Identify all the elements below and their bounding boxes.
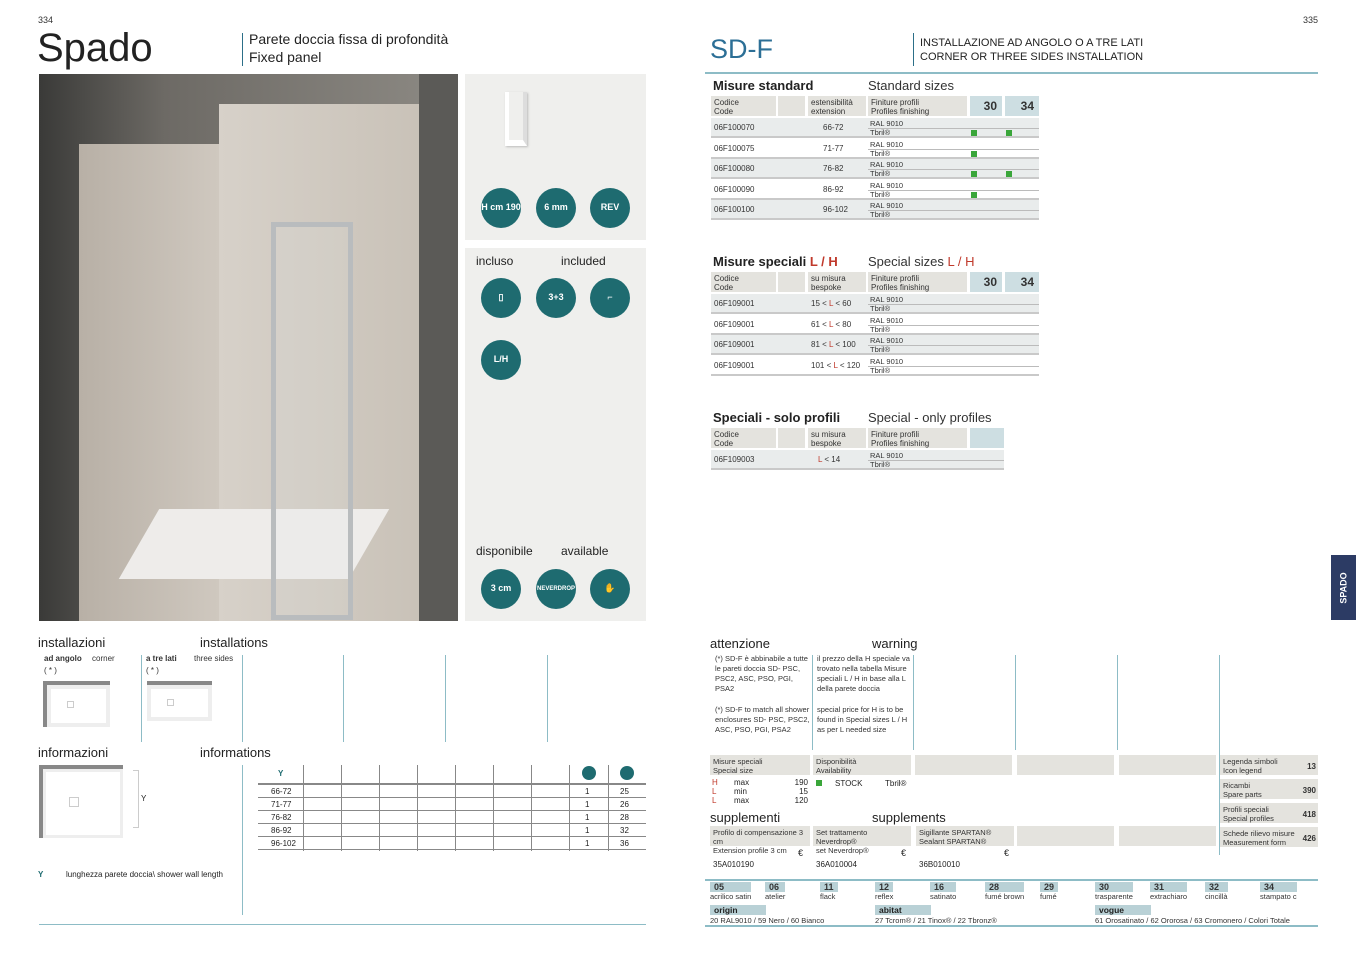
row-code: 06F100080	[714, 164, 755, 173]
extension-3cm-icon: 3 cm	[481, 569, 521, 609]
glass-type	[875, 882, 893, 901]
table-row	[711, 159, 1039, 179]
glass-6mm-icon: 6 mm	[536, 188, 576, 228]
size-limits	[712, 779, 808, 806]
supplement-code: 36A010004	[816, 860, 857, 869]
row-code: 06F100075	[714, 143, 755, 153]
product-photo	[39, 74, 458, 621]
install-three-sides-note: ( * )	[146, 666, 159, 675]
row-extension: 86-92	[823, 184, 844, 194]
finish-list: 27 Tcrom® / 21 Tinox® / 22 Tbronz®	[875, 916, 997, 925]
legend-label-en: Icon legend	[1223, 766, 1262, 775]
info-weight: 28	[620, 813, 629, 822]
header-blank	[778, 272, 805, 292]
available-label-it: disponibile	[476, 544, 533, 558]
row-finish-2: Tbril®	[870, 345, 891, 354]
header-finishing: Finiture profili Profiles finishing	[868, 272, 967, 292]
profile-icon: ▯	[481, 278, 521, 318]
qty-icon	[582, 766, 596, 780]
supplement-it: Sigillante SPARTAN®	[919, 828, 992, 837]
glass-name: satinato	[930, 892, 957, 901]
row-finish-1: RAL 9010	[870, 119, 904, 128]
row-divider	[868, 345, 1039, 346]
header-glass-34: 34	[1005, 272, 1039, 292]
availability-30-indicator	[971, 171, 977, 177]
header-blank	[778, 428, 805, 448]
header-code: Codice Code	[711, 96, 776, 116]
warning-title-en: warning	[872, 636, 918, 651]
limit-value: 15	[799, 787, 808, 796]
finish-group	[710, 905, 824, 925]
stock-finish: Tbril®	[885, 779, 907, 788]
warning-text-1-en: (*) SD-F to match all shower enclosures SD- PSC, PSC2, ASC, PSO, PGI, PSA2	[715, 705, 810, 734]
row-finish-1: RAL 9010	[870, 336, 904, 345]
install-three-sides-en: three sides	[194, 654, 234, 663]
info-title-en: informations	[200, 745, 271, 760]
supplement-it: Profilo di compensazione 3 cm	[713, 828, 804, 846]
install-three-sides-it: a tre lati	[146, 654, 177, 663]
limit-symbol: L	[712, 787, 717, 796]
side-tab[interactable]: SPADO	[1331, 555, 1356, 620]
reversible-icon: REV	[590, 188, 630, 228]
legend-page: 13	[1307, 762, 1316, 771]
glass-type	[765, 882, 785, 901]
glass-name: atelier	[765, 892, 786, 901]
warning-title-it: attenzione	[710, 636, 770, 651]
table-row	[711, 294, 1039, 314]
glass-type	[820, 882, 838, 901]
legend-page: 390	[1302, 786, 1316, 795]
availability-header: Disponibilità Availability	[813, 755, 911, 775]
glass-code: 11	[820, 882, 838, 892]
l-symbol: L	[829, 299, 834, 308]
row-finish-2: Tbril®	[870, 148, 891, 158]
legend-label-en: Special profiles	[1223, 814, 1274, 823]
row-bespoke: 61 < L < 80	[811, 319, 852, 329]
finish-name: abitat	[875, 905, 931, 915]
row-finish-2: Tbril®	[870, 210, 891, 219]
row-finish-2: Tbril®	[870, 365, 891, 375]
table-row	[711, 356, 1039, 376]
glass-type	[1260, 882, 1297, 901]
euro-symbol: €	[798, 848, 804, 858]
column-divider	[341, 765, 342, 851]
neverdrop-icon: NEVERDROP	[536, 569, 576, 609]
info-row	[258, 824, 646, 837]
warning-text-2-it: il prezzo della H speciale va trovato nella tabella Misure speciali L / H in base alla L della parete doccia	[817, 654, 910, 693]
glass-type	[1095, 882, 1133, 901]
l-symbol: L	[829, 319, 834, 329]
table-row	[711, 118, 1039, 138]
row-code: 06F109003	[714, 455, 755, 464]
subtitle-en: Fixed panel	[249, 49, 322, 65]
installations-title-en: installations	[200, 635, 268, 650]
row-bespoke: L < 14	[818, 455, 841, 464]
installations-title-it: installazioni	[38, 635, 106, 650]
header-finishing: Finiture profili Profiles finishing	[868, 96, 967, 116]
available-label-en: available	[561, 544, 609, 558]
info-row	[258, 811, 646, 824]
special-size-header: Misure speciali Special size	[710, 755, 810, 775]
column-divider	[608, 765, 609, 851]
install-type-it: INSTALLAZIONE AD ANGOLO O A TRE LATI	[920, 37, 1144, 49]
dimension-y-label: Y	[141, 794, 147, 803]
included-label-it: incluso	[476, 254, 514, 268]
table-row	[711, 200, 1039, 220]
row-finish-1: RAL 9010	[870, 139, 904, 149]
model-code: SD-F	[710, 34, 773, 64]
info-size: 96-102	[271, 839, 296, 848]
header-glass-30: 30	[970, 272, 1002, 292]
supplement-header	[813, 826, 911, 855]
header-extension: estensibilità extension	[808, 96, 866, 116]
features-box	[465, 74, 646, 240]
row-bespoke: 81 < L < 100	[811, 340, 856, 349]
row-code: 06F109001	[714, 319, 755, 329]
row-finish-1: RAL 9010	[870, 201, 904, 210]
availability-30-indicator	[971, 192, 977, 198]
table-title-en: Special - only profiles	[868, 410, 992, 425]
cleaning-icon: ✋	[590, 569, 630, 609]
info-qty: 1	[585, 787, 590, 796]
glass-type	[710, 882, 751, 901]
glass-type	[1205, 882, 1228, 901]
only-profiles-table	[711, 410, 1004, 475]
legend-page: 426	[1302, 834, 1316, 843]
limit-value: 190	[794, 778, 808, 787]
header-glass	[970, 428, 1004, 448]
legend-label-it: Schede rilievo misure	[1223, 829, 1295, 838]
install-corner-note: ( * )	[44, 666, 57, 675]
info-qty: 1	[585, 800, 590, 809]
glass-name: extrachiaro	[1150, 892, 1188, 901]
included-label-en: included	[561, 254, 606, 268]
glass-name: cincillà	[1205, 892, 1228, 901]
product-title: Spado	[37, 26, 153, 70]
finish-name: vogue	[1095, 905, 1151, 915]
header-extension: su misura bespoke	[808, 272, 866, 292]
stock-indicator	[816, 780, 822, 786]
supplement-it: Set trattamento Neverdrop®	[816, 828, 868, 846]
finish-name: origin	[710, 905, 766, 915]
height-190-icon: H cm 190	[481, 188, 521, 228]
legend-label-it: Ricambi	[1223, 781, 1251, 790]
row-extension: 66-72	[823, 123, 844, 132]
legend-link[interactable]	[1220, 827, 1318, 847]
finish-group	[1095, 905, 1290, 925]
glass-name: trasparente	[1095, 892, 1133, 901]
column-divider	[531, 765, 532, 851]
size-limit	[712, 779, 808, 788]
glass-type	[1150, 882, 1187, 901]
availability-30-indicator	[971, 130, 977, 136]
euro-symbol: €	[901, 848, 907, 858]
row-extension: 71-77	[823, 143, 844, 153]
warning-text-1-it: (*) SD-F è abbinabile a tutte le pareti doccia SD- PSC, PSC2, ASC, PSO, PGI, PSA2	[715, 654, 808, 693]
lh-label: L / H	[947, 254, 975, 269]
legend-link[interactable]	[1220, 803, 1318, 823]
finish-list: 20 RAL9010 / 59 Nero / 60 Bianco	[710, 916, 825, 925]
info-table	[258, 765, 646, 850]
availability-34-indicator	[1006, 171, 1012, 177]
glass-name: fumé brown	[985, 892, 1025, 901]
info-row	[258, 798, 646, 811]
lh-label: L / H	[809, 254, 838, 269]
availability-34-indicator	[1006, 130, 1012, 136]
row-finish-1: RAL 9010	[870, 160, 904, 169]
row-code: 06F109001	[714, 340, 755, 349]
finish-list: 61 Orosatinato / 62 Ororosa / 63 Cromonero / Colori Totale	[1095, 916, 1290, 925]
row-divider	[868, 149, 1039, 150]
supplements-title-it: supplementi	[710, 810, 781, 825]
info-size: 86-92	[271, 826, 292, 835]
table-row	[711, 139, 1039, 159]
glass-code: 32	[1205, 882, 1228, 892]
supplement-code: 36B010010	[919, 860, 960, 869]
page-number-right: 335	[1303, 15, 1319, 25]
header-extension: su misura bespoke	[808, 428, 866, 448]
included-box	[465, 248, 646, 621]
standard-sizes-table	[711, 78, 1039, 228]
legend-page: 418	[1302, 810, 1316, 819]
glass-code: 34	[1260, 882, 1297, 892]
size-limit	[712, 788, 808, 797]
limit-symbol: L	[712, 796, 717, 805]
supplement-en: Sealant SPARTAN®	[919, 837, 987, 846]
limit-type: min	[734, 787, 747, 796]
row-code: 06F100070	[714, 123, 755, 132]
l-symbol: L	[833, 360, 838, 370]
info-weight: 25	[620, 787, 629, 796]
size-lh-icon: L/H	[481, 340, 521, 380]
glass-name: stampato c	[1260, 892, 1297, 901]
install-corner-it: ad angolo	[44, 654, 82, 663]
glass-code: 12	[875, 882, 893, 892]
glass-name: reflex	[875, 892, 894, 901]
page-number-left: 334	[38, 15, 54, 25]
table-title: Speciali - solo profili	[713, 410, 841, 425]
info-weight: 32	[620, 826, 629, 835]
stock-label: STOCK	[835, 779, 863, 788]
glass-code: 06	[765, 882, 785, 892]
supplements-title-en: supplements	[872, 810, 946, 825]
row-finish-2: Tbril®	[870, 128, 891, 137]
row-code: 06F109001	[714, 360, 755, 370]
supplement-header	[916, 826, 1014, 846]
row-finish-2: Tbril®	[870, 169, 891, 178]
column-divider	[379, 765, 380, 851]
table-row	[711, 335, 1039, 355]
limit-value: 120	[794, 796, 808, 805]
row-extension: 96-102	[823, 205, 848, 214]
wall-length-diagram	[39, 765, 123, 838]
info-qty: 1	[585, 839, 590, 848]
column-divider	[303, 765, 304, 851]
subtitle-it: Parete doccia fissa di profondità	[249, 31, 449, 47]
legend-link[interactable]	[1220, 779, 1318, 799]
legend-link[interactable]	[1220, 755, 1318, 775]
row-divider	[868, 169, 1039, 170]
glass-name: flack	[820, 892, 836, 901]
y-symbol: Y	[38, 870, 44, 879]
glass-name: acrilico satin	[710, 892, 752, 901]
glass-code: 05	[710, 882, 751, 892]
header-glass-30: 30	[970, 96, 1002, 116]
glass-code: 31	[1150, 882, 1187, 892]
row-extension: 76-82	[823, 164, 844, 173]
table-title-en: Standard sizes	[868, 78, 954, 93]
row-code: 06F109001	[714, 299, 755, 308]
glass-types	[710, 882, 1318, 902]
limit-symbol: H	[712, 778, 718, 787]
install-type-en: CORNER OR THREE SIDES INSTALLATION	[920, 51, 1144, 63]
table-title: Misure speciali L / H	[713, 254, 838, 269]
supplement-code: 35A010190	[713, 860, 754, 869]
glass-name: fumé	[1040, 892, 1057, 901]
info-row	[258, 785, 646, 798]
row-bespoke: 101 < L < 120	[811, 360, 861, 370]
table-title-en: Special sizes L / H	[868, 254, 975, 269]
info-table-header	[258, 765, 646, 785]
info-weight: 26	[620, 800, 629, 809]
header-blank	[778, 96, 805, 116]
row-code: 06F100100	[714, 205, 755, 214]
finishes-list	[710, 905, 1318, 925]
info-weight: 36	[620, 839, 629, 848]
info-size: 71-77	[271, 800, 292, 809]
info-qty: 1	[585, 813, 590, 822]
header-code: Codice Code	[711, 428, 776, 448]
row-divider	[868, 210, 1039, 211]
info-title-it: informazioni	[38, 745, 109, 760]
three-sides-install-diagram	[147, 681, 212, 721]
header-y: Y	[278, 769, 284, 778]
weight-icon	[620, 766, 634, 780]
header-glass-34: 34	[1005, 96, 1039, 116]
l-symbol: L	[818, 455, 823, 464]
column-divider	[417, 765, 418, 851]
screws-3-3-icon: 3+3	[536, 278, 576, 318]
info-size: 66-72	[271, 787, 292, 796]
size-limit	[712, 797, 808, 806]
header-finishing: Finiture profili Profiles finishing	[868, 428, 967, 448]
row-divider	[868, 304, 1039, 305]
euro-symbol: €	[1004, 848, 1010, 858]
corner-icon: ⌐	[590, 278, 630, 318]
table-row	[711, 180, 1039, 200]
glass-type	[985, 882, 1024, 901]
row-finish-2: Tbril®	[870, 460, 891, 469]
row-finish-1: RAL 9010	[870, 295, 904, 304]
glass-code: 30	[1095, 882, 1133, 892]
info-qty: 1	[585, 826, 590, 835]
legend-label-it: Legenda simboli	[1223, 757, 1278, 766]
row-code: 06F100090	[714, 184, 755, 194]
availability-30-indicator	[971, 151, 977, 157]
l-symbol: L	[829, 340, 834, 349]
glass-code: 29	[1040, 882, 1058, 892]
row-finish-2: Tbril®	[870, 304, 891, 313]
limit-type: max	[734, 778, 750, 787]
glass-type	[1040, 882, 1058, 901]
legend-label-en: Spare parts	[1223, 790, 1262, 799]
glass-code: 28	[985, 882, 1024, 892]
table-row	[711, 450, 1004, 470]
row-divider	[868, 366, 1039, 367]
legend-label-en: Measurement form	[1223, 838, 1286, 847]
panel-thumbnail	[505, 92, 527, 146]
special-sizes-table	[711, 254, 1039, 384]
table-title: Misure standard	[713, 78, 814, 93]
row-finish-1: RAL 9010	[870, 180, 904, 190]
glass-code: 16	[930, 882, 956, 892]
header-code: Codice Code	[711, 272, 776, 292]
info-row	[258, 837, 646, 850]
row-divider	[868, 325, 1039, 326]
column-divider	[569, 765, 570, 851]
warning-text-2-en: special price for H is to be found in Special sizes L / H as per L needed size	[817, 705, 908, 734]
legend-label-it: Profili speciali	[1223, 805, 1269, 814]
column-divider	[455, 765, 456, 851]
y-legend: lunghezza parete doccia\ shower wall length	[66, 870, 223, 879]
install-corner-en: corner	[92, 654, 115, 663]
column-divider	[493, 765, 494, 851]
supplement-en: set Neverdrop®	[816, 846, 869, 855]
row-finish-1: RAL 9010	[870, 451, 904, 460]
finish-group	[875, 905, 997, 925]
row-finish-1: RAL 9010	[870, 315, 904, 325]
supplement-header	[710, 826, 810, 855]
row-divider	[868, 190, 1039, 191]
glass-type	[930, 882, 956, 901]
supplement-en: Extension profile 3 cm	[713, 846, 787, 855]
row-divider	[868, 128, 1039, 129]
row-bespoke: 15 < L < 60	[811, 299, 852, 308]
info-size: 76-82	[271, 813, 292, 822]
table-row	[711, 315, 1039, 335]
row-finish-2: Tbril®	[870, 189, 891, 199]
row-finish-1: RAL 9010	[870, 356, 904, 366]
limit-type: max	[734, 796, 750, 805]
corner-install-diagram	[43, 681, 110, 727]
row-finish-2: Tbril®	[870, 324, 891, 334]
